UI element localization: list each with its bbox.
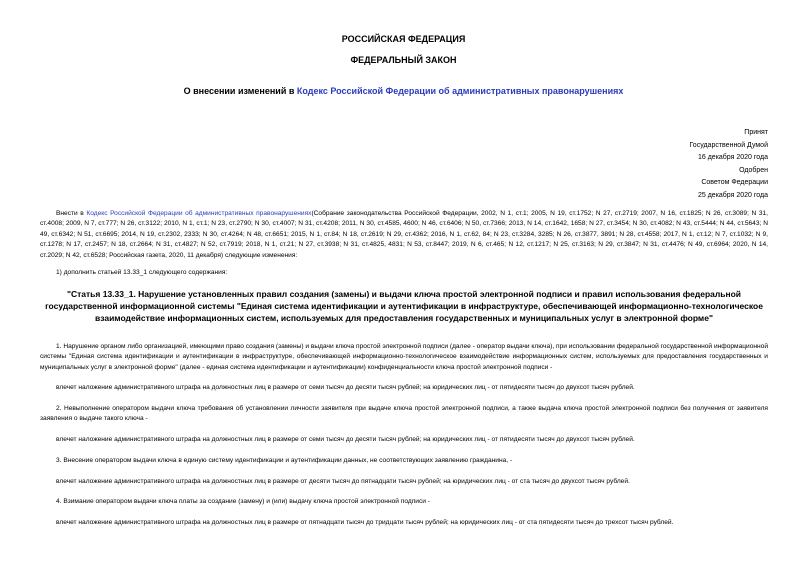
council-date: 25 декабря 2020 года <box>697 191 768 199</box>
article-title: "Статья 13.33_1. Нарушение установленных правил создания (замены) и выдачи ключа простой электронной подписи и правил использования федеральной государственной информационной системы "Единая система идентификации и аутентификации в инфраструктуре, обеспечивающей информационно-технологическое взаимодействие информационных систем, используемых для предоставления государственных и муниципальных услуг в электронной форме" <box>45 289 763 323</box>
part-2-penalty: влечет наложение административного штрафа на должностных лиц в размере от семи тысяч до десяти тысяч рублей; на юридических лиц - от пятидесяти тысяч до двухсот тысяч рублей. <box>56 436 635 443</box>
part-2: 2. Невыполнение оператором выдачи ключа требования об установлении личности заявителя при выдаче ключа простой электронной подписи, а также выдача ключа простой электронной подписи без получения от заявителя заявления о выдаче такого ключа - <box>40 405 768 423</box>
part-1-penalty: влечет наложение административного штрафа на должностных лиц в размере от семи тысяч до десяти тысяч рублей; на юридических лиц - от пятидесяти тысяч до двухсот тысяч рублей. <box>56 384 635 391</box>
code-link-intro[interactable]: Кодекс Российской Федерации об административных правонарушениях <box>86 210 312 217</box>
part-4: 4. Взимание оператором выдачи ключа платы за создание (замену) и (или) выдачу ключа простой электронной подписи - <box>56 498 430 505</box>
part-4-penalty: влечет наложение административного штрафа на должностных лиц в размере от пятнадцати тысяч до тридцати тысяч рублей; на юридических лиц - от ста пятидесяти тысяч до трехсот тысяч рублей. <box>56 519 674 526</box>
part-1: 1. Нарушение органом либо организацией, имеющими право создания (замены) и выдачи ключа простой электронной подписи (далее - оператор выдачи ключа), при использовании федеральной государственной информационной системы "Единая система идентификации и аутентификации в инфраструктуре, обеспечивающей информационно-технологическое взаимодействие информационных систем, используемых для предоставления государственных и муниципальных услуг в электронной форме" (далее - единая система идентификации и аутентификации) конфиденциальности ключа простой электронной подписи - <box>40 343 768 371</box>
federation-heading: РОССИЙСКАЯ ФЕДЕРАЦИЯ <box>341 34 466 44</box>
accepted-label: Принят <box>744 129 768 136</box>
law-title-prefix: О внесении изменений в <box>183 86 297 96</box>
part-3: 3. Внесение оператором выдачи ключа в единую систему идентификации и аутентификации данных, не соответствующих заявлению гражданина, - <box>56 457 513 464</box>
approved-label: Одобрен <box>739 166 768 174</box>
council-label: Советом Федерации <box>701 179 768 186</box>
intro-rest: (Собрание законодательства Российской Федерации, 2002, N 1, ст.1; 2005, N 19, ст.1752; N 27, ст.2719; 2007, N 16, ст.1825; N 26, ст.3089; N 31, ст.4008; 2009, N 7, ст.777; N 26, ст.3122; 2010, N 1, ст.1; N 23, ст.2790; N 30, ст.4007; N 31, ст.4208; 2011, N 30, ст.4585, 4600; N 46, ст.6406; N 50, ст.7366; 2013, N 14, ст.1642, 1658; N 27, ст.3454; N 30, ст.4082; N 43, ст.5444; N 44, ст.5643; N 49, ст.6342; N 51, ст.6695; 2014, N 19, ст.2302, 2333; N 30, ст.4264; N 48, ст.6651; 2015, N 1, ст.84; N 18, ст.2619; N 29, ст.4362; 2016, N 1, ст.62, 84; N 23, ст.3284, 3285; N 26, ст.3877, 3891; N 28, ст.4558; 2017, N 1, ст.12; N 7, ст.1032; N 9, ст.1278; N 17, ст.2457; N 18, ст.2664; N 31, ст.4827; N 52, ст.7919; 2018, N 1, ст.21; N 27, ст.3938; N 31, ст.4825, 4831; N 53, ст.8447; 2019, N 6, ст.465; N 12, ст.1217; N 25, ст.3163; N 29, ст.3847; N 31, ст.4476; N 49, ст.6964; 2020, N 14, ст.2029; N 42, ст.6528; Российская газета, 2020, 11 декабря) следующие изменения: <box>40 210 768 259</box>
part-3-penalty: влечет наложение административного штрафа на должностных лиц в размере от десяти тысяч до пятнадцати тысяч рублей; на юридических лиц - от ста тысяч до двухсот тысяч рублей. <box>56 478 630 485</box>
adoption-info <box>689 127 768 202</box>
duma-label: Государственной Думой <box>689 141 768 149</box>
code-link-title[interactable]: Кодекс Российской Федерации об административных правонарушениях <box>296 86 624 96</box>
intro-prefix: Внести в <box>56 210 87 217</box>
duma-date: 16 декабря 2020 года <box>697 154 768 161</box>
intro-paragraph <box>40 209 768 261</box>
item-1: 1) дополнить статьей 13.33_1 следующего содержания: <box>56 269 228 276</box>
law-title <box>0 86 807 96</box>
law-type-heading: ФЕДЕРАЛЬНЫЙ ЗАКОН <box>350 55 457 65</box>
